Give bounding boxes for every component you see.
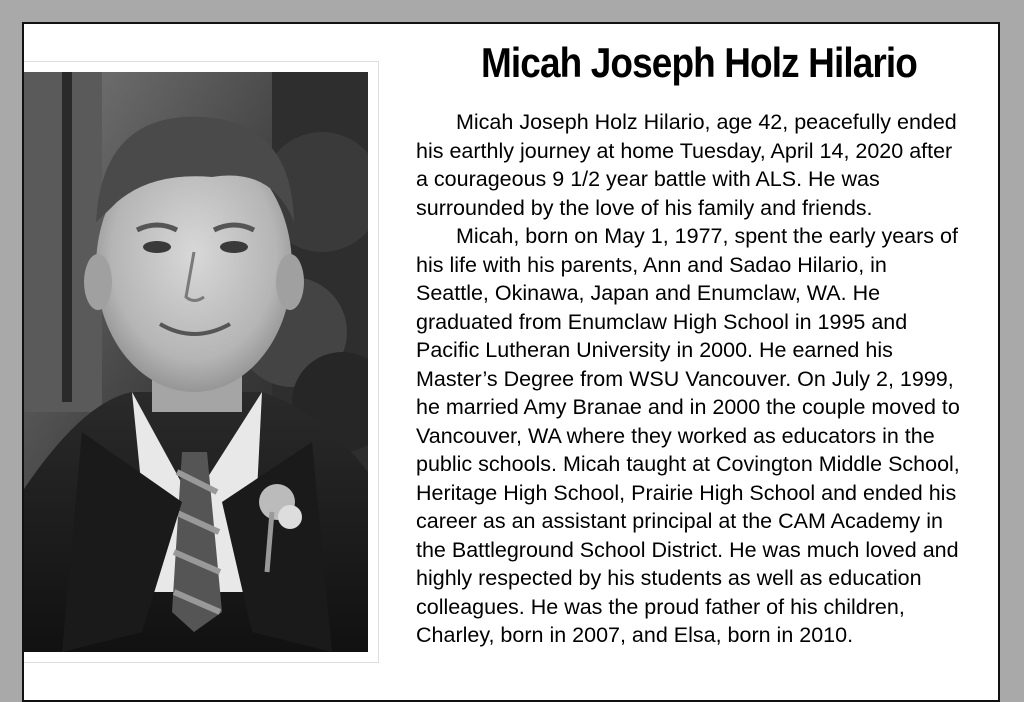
portrait-photo <box>22 72 368 652</box>
obituary-paragraph: Micah Joseph Holz Hilario, age 42, peacefully ended his earthly journey at home Tuesday, April 14, 2020 after a courageous 9 1/2 year battle with ALS. He was surrounded by the love of his family and friends. <box>416 110 957 220</box>
portrait-photo-frame <box>22 62 378 662</box>
obituary-paragraph: Micah, born on May 1, 1977, spent the early years of his life with his parents, Ann and Sadao Hilario, in Seattle, Okinawa, Japan and Enumclaw, WA. He graduated from Enumclaw High School in 1995 and Pacific Lutheran University in 2000. He earned his Master’s Degree from WSU Vancouver. On July 2, 1999, he married Amy Branae and in 2000 the couple moved to Vancouver, WA where they worked as educators in the public schools. Micah taught at Covington Middle School, Heritage High School, Prairie High School and ended his career as an assistant principal at the CAM Academy in the Battleground School District. He was much loved and highly respected by his students as well as education colleagues. He was the proud father of his children, Charley, born in 2007, and Elsa, born in 2010. <box>416 224 960 647</box>
obituary-page <box>22 22 1000 702</box>
obituary-body <box>416 108 961 650</box>
obituary-title: Micah Joseph Holz Hilario <box>481 39 917 86</box>
